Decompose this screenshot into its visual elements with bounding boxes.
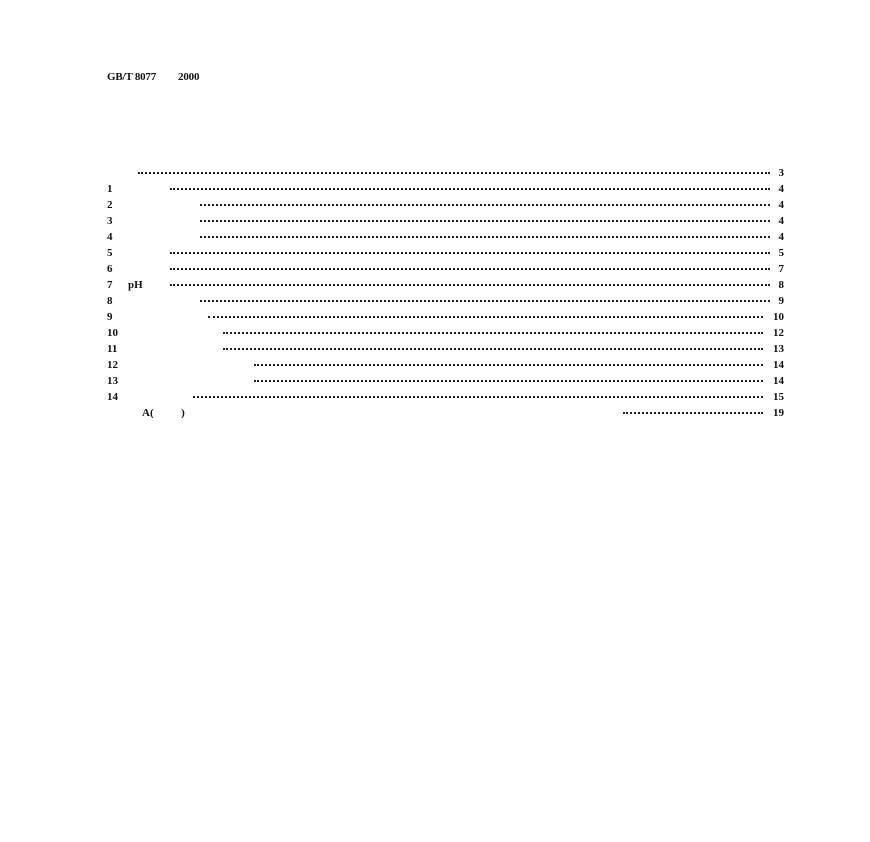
- toc-leader: [254, 364, 763, 366]
- toc-page: 8: [778, 279, 784, 291]
- toc-row-3[interactable]: [0, 214, 870, 228]
- toc-page: 14: [773, 359, 784, 371]
- toc-page: 15: [773, 391, 784, 403]
- toc-leader: [200, 300, 770, 302]
- toc-page: 4: [778, 183, 784, 195]
- toc-number: 6: [107, 263, 113, 275]
- toc-leader: [208, 316, 763, 318]
- toc-page: 14: [773, 375, 784, 387]
- toc-row-7[interactable]: [0, 278, 870, 292]
- toc-page: 12: [773, 327, 784, 339]
- toc-row-4[interactable]: [0, 230, 870, 244]
- toc-row-14[interactable]: [0, 390, 870, 404]
- toc-leader: [193, 396, 763, 398]
- toc-number: 7: [107, 279, 113, 291]
- toc-number: 5: [107, 247, 113, 259]
- toc-page: 3: [778, 167, 784, 179]
- toc-page: 4: [778, 199, 784, 211]
- toc-row-8[interactable]: [0, 294, 870, 308]
- toc-row-5[interactable]: [0, 246, 870, 260]
- toc-leader: [170, 268, 770, 270]
- toc-title: pH: [128, 279, 143, 291]
- toc-page: 4: [778, 231, 784, 243]
- toc-row-10[interactable]: [0, 326, 870, 340]
- toc-row-9[interactable]: [0, 310, 870, 324]
- toc-row-1[interactable]: [0, 182, 870, 196]
- toc-row-13[interactable]: [0, 374, 870, 388]
- toc-leader: [200, 236, 770, 238]
- toc-page: 10: [773, 311, 784, 323]
- toc-number: 10: [107, 327, 118, 339]
- toc-page: 7: [778, 263, 784, 275]
- standard-code: GB/T 8077: [107, 71, 157, 83]
- toc-row-appendix-a[interactable]: [0, 406, 870, 420]
- toc-page: 4: [778, 215, 784, 227]
- toc-leader: [170, 188, 770, 190]
- toc-leader: [170, 252, 770, 254]
- toc-row-6[interactable]: [0, 262, 870, 276]
- toc-leader: [138, 172, 770, 174]
- toc-title: A( ): [142, 407, 185, 419]
- toc-number: 13: [107, 375, 118, 387]
- toc-leader: [254, 380, 763, 382]
- toc-row-foreword[interactable]: [0, 166, 870, 180]
- toc-number: 2: [107, 199, 113, 211]
- toc-leader: [223, 332, 763, 334]
- toc-row-11[interactable]: [0, 342, 870, 356]
- toc-leader: [200, 220, 770, 222]
- standard-header: [107, 71, 199, 83]
- toc-number: 8: [107, 295, 113, 307]
- toc-leader: [170, 284, 770, 286]
- toc-number: 3: [107, 215, 113, 227]
- toc-leader: [223, 348, 763, 350]
- toc-page: 13: [773, 343, 784, 355]
- toc-number: 4: [107, 231, 113, 243]
- standard-year: 2000: [178, 71, 200, 83]
- toc-number: 9: [107, 311, 113, 323]
- toc-number: 11: [107, 343, 118, 355]
- toc-page: 19: [773, 407, 784, 419]
- toc-page: 5: [778, 247, 784, 259]
- toc-row-2[interactable]: [0, 198, 870, 212]
- toc-number: 1: [107, 183, 113, 195]
- toc-leader: [623, 412, 763, 414]
- toc-number: 14: [107, 391, 118, 403]
- toc-number: 12: [107, 359, 118, 371]
- toc-row-12[interactable]: [0, 358, 870, 372]
- toc-leader: [200, 204, 770, 206]
- toc-page: 9: [778, 295, 784, 307]
